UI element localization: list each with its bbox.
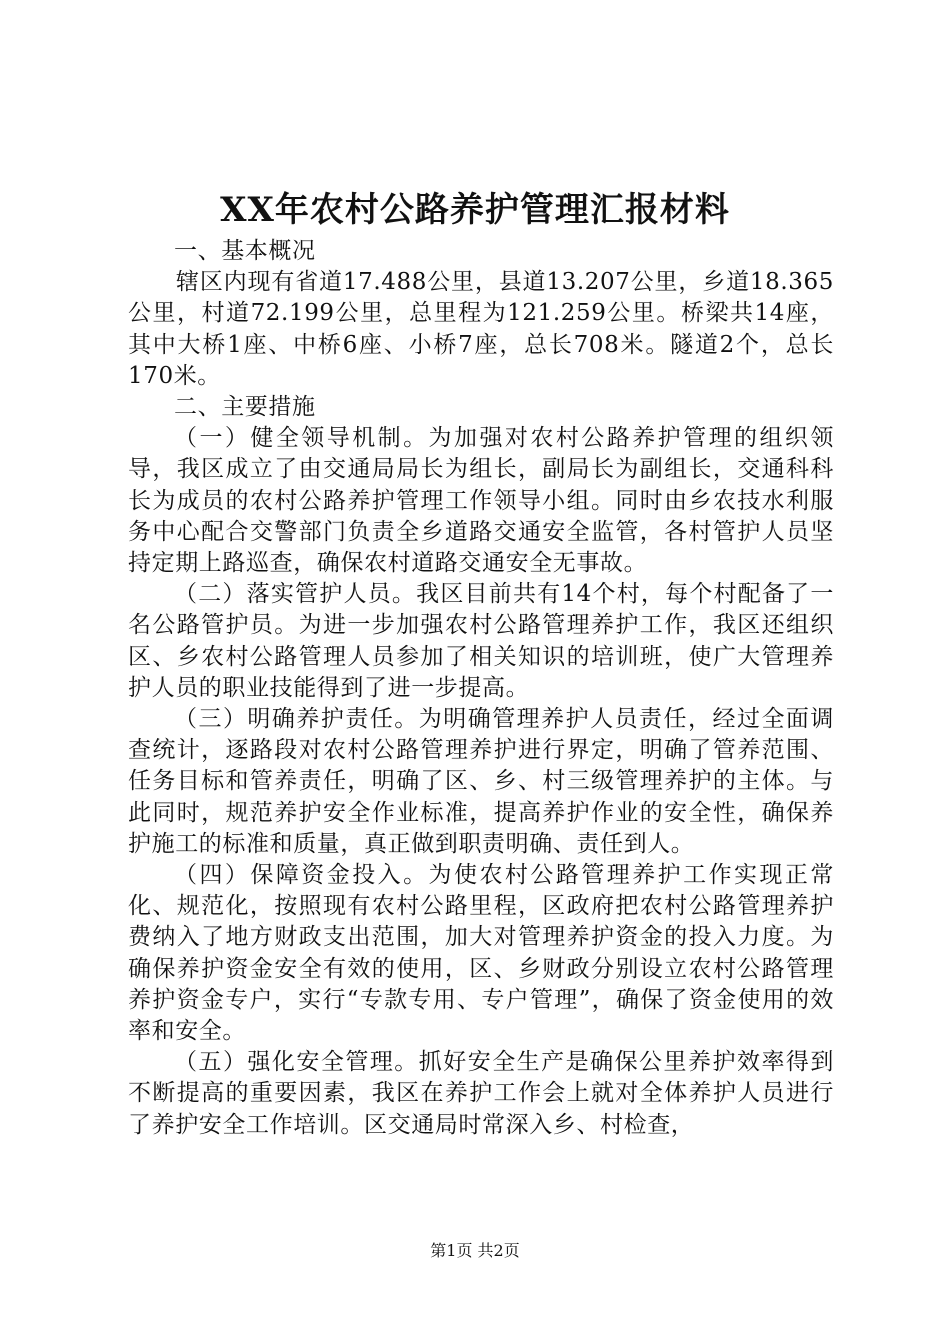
- paragraph-leadership: （一）健全领导机制。为加强对农村公路养护管理的组织领导，我区成立了由交通局局长为组长，副局长为副组长，交通科科长为成员的农村公路养护管理工作领导小组。同时由乡农技水利服务中心配合交警部门负责全乡道路交通安全监管，各村管护人员坚持定期上路巡查，确保农村道路交通安全无事故。: [128, 425, 834, 577]
- paragraph-responsibility: （三）明确养护责任。为明确管理养护人员责任，经过全面调查统计，逐路段对农村公路管理养护进行界定，明确了管养范围、任务目标和管养责任，明确了区、乡、村三级管理养护的主体。与此同时，规范养护安全作业标准，提高养护作业的安全性，确保养护施工的标准和质量，真正做到职责明确、责任到人。: [128, 706, 834, 857]
- section-heading-measures: 二、主要措施: [174, 394, 316, 421]
- document-title: XX年农村公路养护管理汇报材料: [220, 190, 730, 230]
- page-footer: 第1页 共2页: [430, 1241, 520, 1260]
- document-body: [128, 236, 834, 1141]
- section-heading-overview: 一、基本概况: [174, 238, 316, 264]
- paragraph-funding: （四）保障资金投入。为使农村公路管理养护工作实现正常化、规范化，按照现有农村公路里程，区政府把农村公路管理养护费纳入了地方财政支出范围，加大对管理养护资金的投入力度。为确保养护资金安全有效的使用，区、乡财政分别设立农村公路管理养护资金专户，实行“专款专用、专户管理”，确保了资金使用的效率和安全。: [128, 862, 834, 1045]
- paragraph-safety: （五）强化安全管理。抓好安全生产是确保公里养护效率得到不断提高的重要因素，我区在养护工作会上就对全体养护人员进行了养护安全工作培训。区交通局时常深入乡、村检查，: [128, 1049, 834, 1138]
- paragraph-staffing: （二）落实管护人员。我区目前共有14个村，每个村配备了一名公路管护员。为进一步加强农村公路管理养护工作，我区还组织区、乡农村公路管理人员参加了相关知识的培训班，使广大管理养护人员的职业技能得到了进一步提高。: [128, 581, 834, 701]
- paragraph-overview: 辖区内现有省道17.488公里，县道13.207公里，乡道18.365公里，村道72.199公里，总里程为121.259公里。桥梁共14座，其中大桥1座、中桥6座、小桥7座，总长708米。隧道2个，总长170米。: [128, 269, 834, 389]
